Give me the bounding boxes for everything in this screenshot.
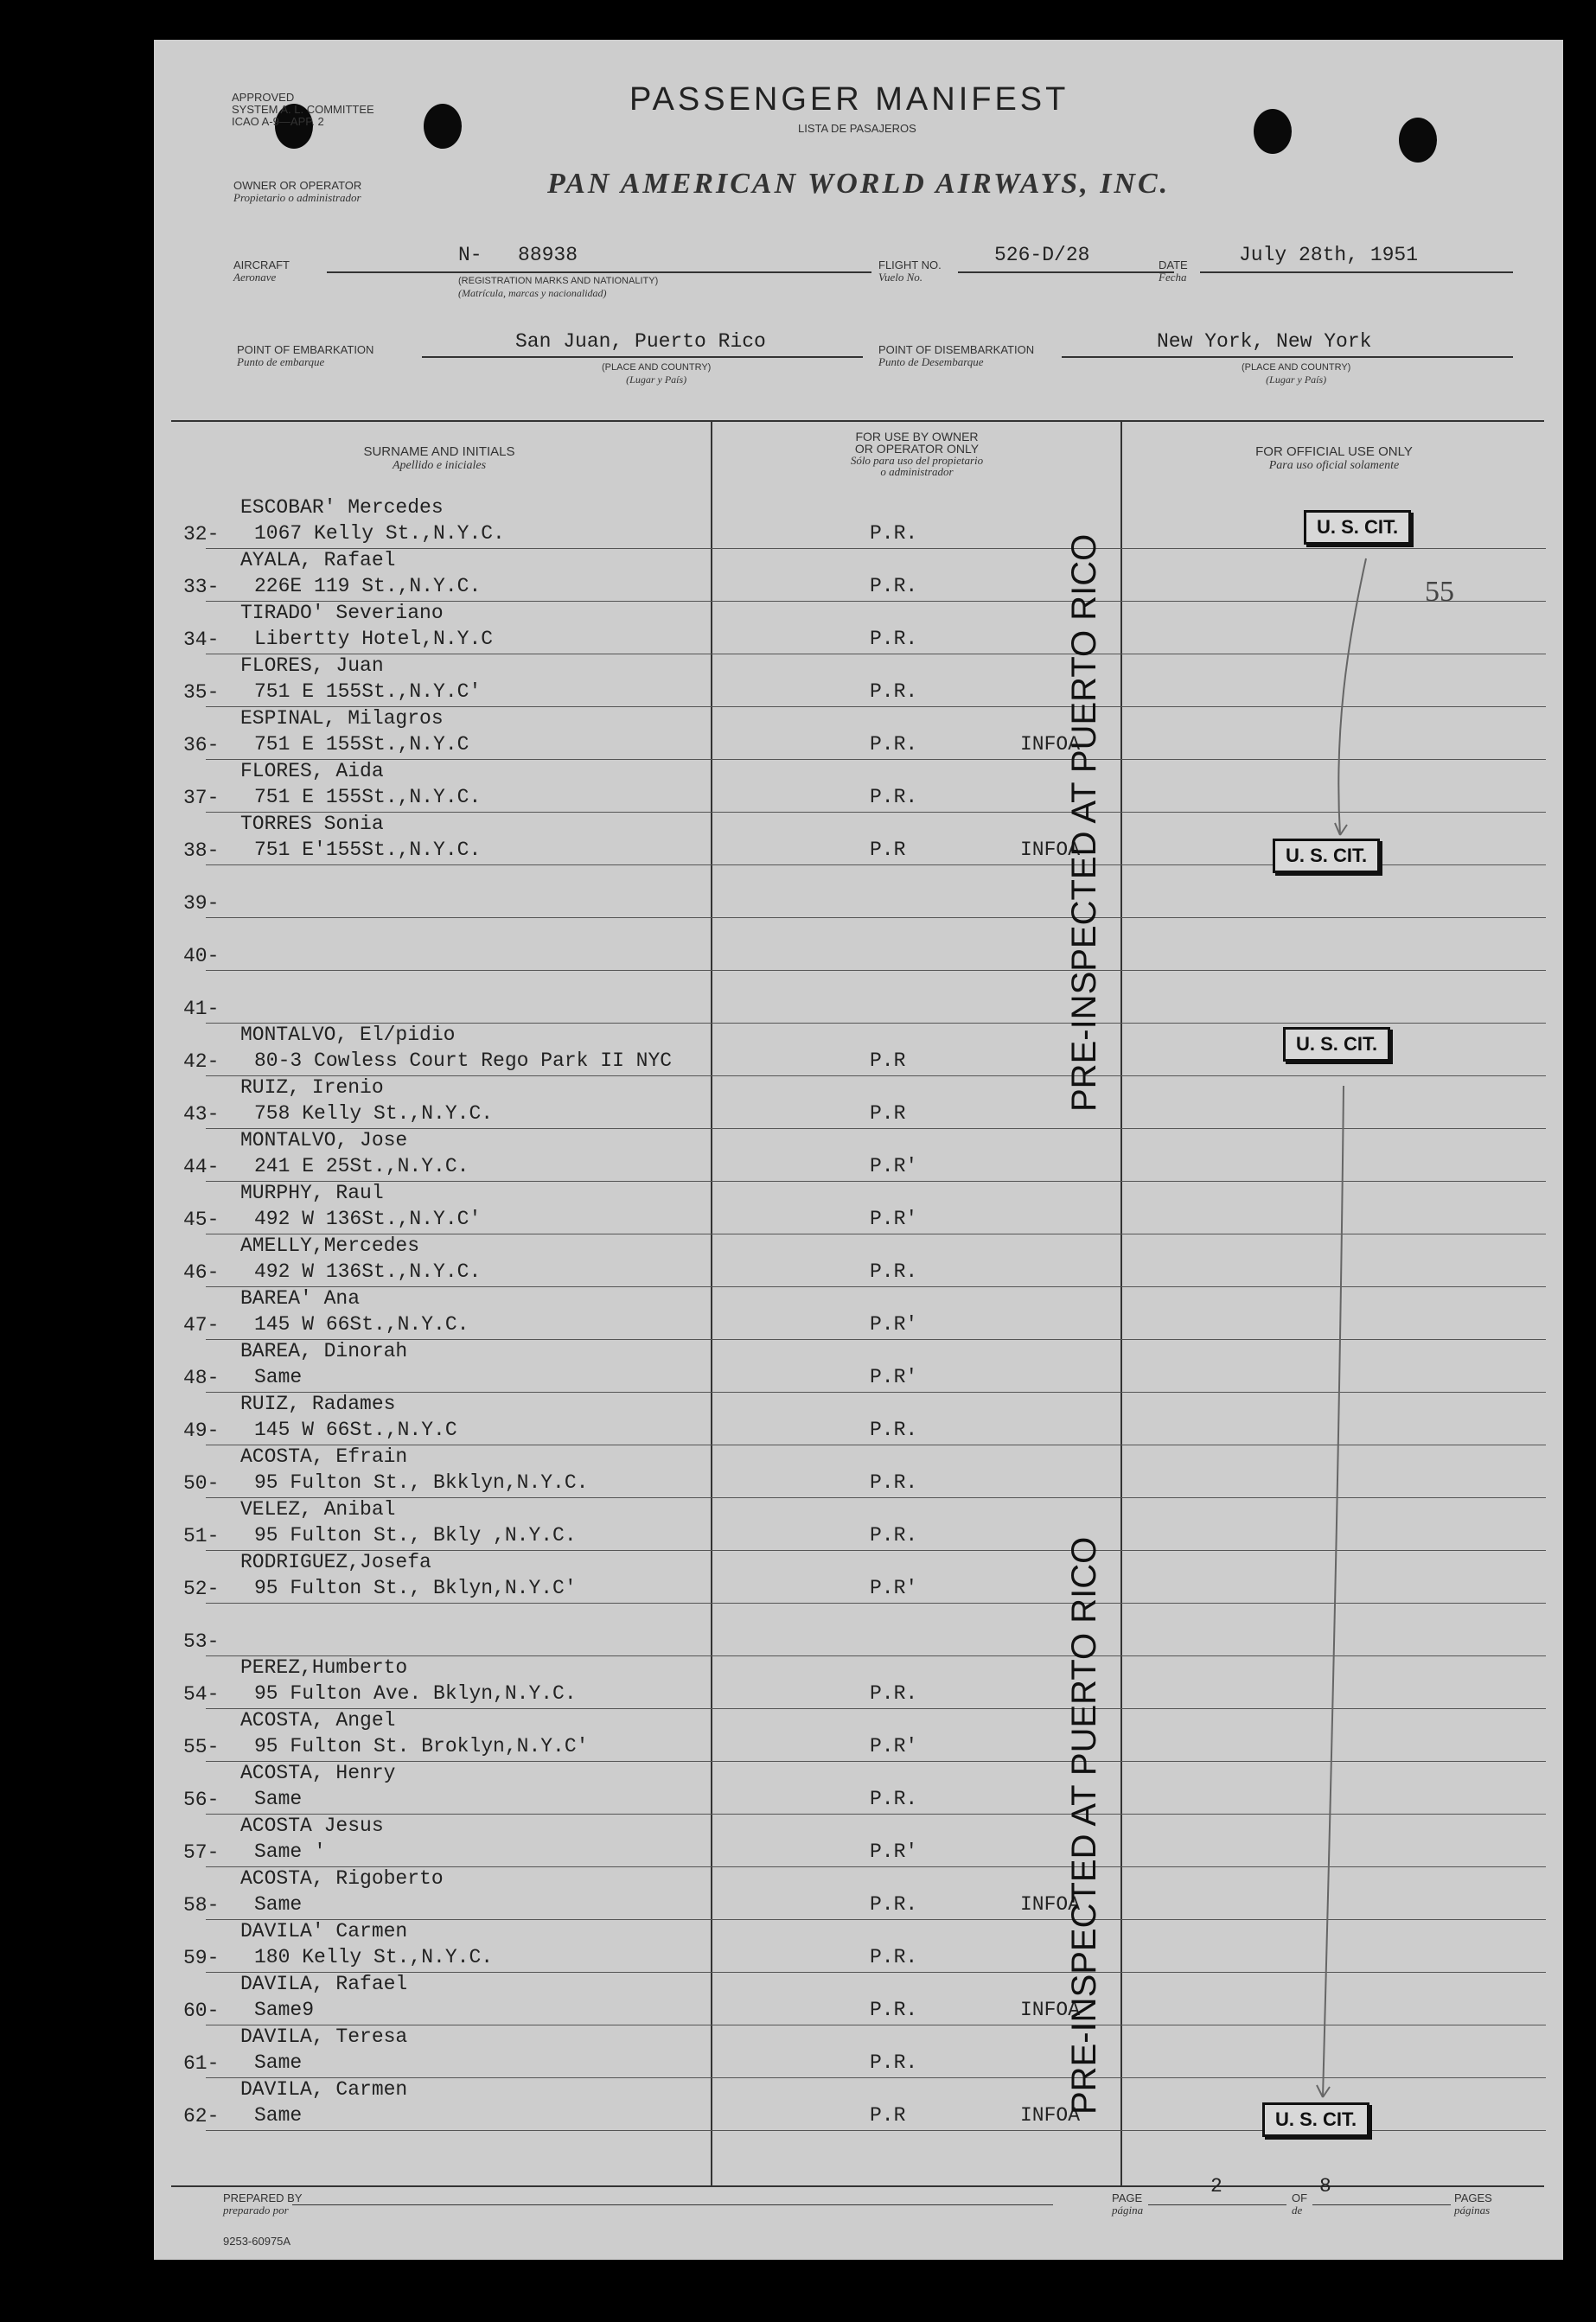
row-number: 44- [183, 1156, 220, 1178]
passenger-address: 751 E'155St.,N.Y.C. [254, 839, 482, 861]
passenger-name: TORRES Sonia [240, 813, 384, 835]
origin-code: P.R. [870, 1471, 918, 1494]
column-header-surname: SURNAME AND INITIALS Apellido e iniciales [363, 444, 515, 472]
page-value: 2 [1210, 2175, 1223, 2198]
passenger-name: FLORES, Aida [240, 760, 384, 782]
column-header-owner-use: FOR USE BY OWNER OR OPERATOR ONLY Sólo para uso del propietario o administrador [850, 430, 984, 478]
row-number: 34- [183, 628, 220, 651]
passenger-address: Same [254, 1788, 303, 1810]
origin-code: P.R. [870, 680, 918, 703]
origin-code: P.R. [870, 628, 918, 650]
row-number: 48- [183, 1367, 220, 1389]
pre-inspected-stamp: PRE-INSPECTED AT PUERTO RICO [1065, 533, 1103, 1112]
row-number: 40- [183, 945, 220, 967]
row-number: 51- [183, 1525, 220, 1547]
passenger-name: ACOSTA, Henry [240, 1762, 396, 1784]
date-value: July 28th, 1951 [1239, 244, 1419, 266]
flight-value: 526-D/28 [994, 244, 1090, 266]
row-number: 61- [183, 2052, 220, 2075]
passenger-address: Same ' [254, 1840, 326, 1863]
passenger-name: AMELLY,Mercedes [240, 1234, 420, 1257]
row-number: 56- [183, 1789, 220, 1811]
origin-code: P.R. [870, 1260, 918, 1283]
row-number: 43- [183, 1103, 220, 1126]
origin-code: P.R. [870, 2051, 918, 2074]
of-value: 8 [1319, 2175, 1331, 2198]
row-number: 33- [183, 576, 220, 598]
aircraft-label: AIRCRAFT Aeronave [233, 258, 290, 284]
prepared-label: PREPARED BY preparado por [223, 2191, 303, 2217]
origin-code: P.R. [870, 1682, 918, 1705]
disembark-place-note: (PLACE AND COUNTRY) (Lugar y País) [1242, 362, 1351, 386]
origin-code: P.R' [870, 1577, 918, 1599]
origin-code: P.R. [870, 522, 918, 545]
embark-place-note: (PLACE AND COUNTRY) (Lugar y País) [602, 362, 712, 386]
origin-code: P.R' [870, 1366, 918, 1388]
passenger-name: ACOSTA, Angel [240, 1709, 396, 1732]
icao-text: ICAO A-9—APP. 2 [232, 115, 324, 128]
passenger-name: MONTALVO, Jose [240, 1129, 408, 1151]
passenger-name: BAREA, Dinorah [240, 1340, 408, 1362]
info-code: INFOA [1020, 1893, 1081, 1916]
passenger-address: 95 Fulton St., Bkly ,N.Y.C. [254, 1524, 577, 1547]
row-number: 50- [183, 1472, 220, 1495]
passenger-name: ACOSTA Jesus [240, 1815, 384, 1837]
passenger-address: 95 Fulton St. Broklyn,N.Y.C' [254, 1735, 589, 1757]
row-number: 38- [183, 839, 220, 862]
passenger-name: MURPHY, Raul [240, 1182, 384, 1204]
passenger-name: DAVILA, Carmen [240, 2078, 408, 2101]
passenger-name: DAVILA, Teresa [240, 2025, 408, 2048]
info-code: INFOA [1020, 2104, 1081, 2127]
passenger-address: Same [254, 2051, 303, 2074]
pages-label: PAGES páginas [1454, 2191, 1492, 2217]
row-number: 55- [183, 1736, 220, 1758]
origin-code: P.R. [870, 1524, 918, 1547]
date-label: DATE Fecha [1159, 258, 1188, 284]
info-code: INFOA [1020, 733, 1081, 756]
passenger-name: AYALA, Rafael [240, 549, 396, 571]
origin-code: P.R. [870, 1999, 918, 2021]
pencil-marks [154, 40, 1563, 2260]
passenger-name: TIRADO' Severiano [240, 602, 444, 624]
passenger-address: 180 Kelly St.,N.Y.C. [254, 1946, 494, 1968]
row-number: 47- [183, 1314, 220, 1336]
passenger-address: 145 W 66St.,N.Y.C. [254, 1313, 469, 1336]
row-number: 57- [183, 1841, 220, 1864]
passenger-address: Same [254, 1893, 303, 1916]
passenger-name: RUIZ, Irenio [240, 1076, 384, 1099]
origin-code: P.R. [870, 1788, 918, 1810]
row-number: 32- [183, 523, 220, 545]
row-number: 35- [183, 681, 220, 704]
origin-code: P.R' [870, 1313, 918, 1336]
row-number: 45- [183, 1209, 220, 1231]
passenger-name: RUIZ, Radames [240, 1393, 396, 1415]
row-number: 52- [183, 1578, 220, 1600]
embark-value: San Juan, Puerto Rico [515, 330, 766, 353]
origin-code: P.R. [870, 1893, 918, 1916]
passenger-address: Same [254, 1366, 303, 1388]
row-number: 37- [183, 787, 220, 809]
us-cit-stamp: U. S. CIT. [1262, 2102, 1369, 2137]
passenger-address: Same [254, 2104, 303, 2127]
origin-code: P.R' [870, 1735, 918, 1757]
origin-code: P.R. [870, 786, 918, 808]
row-number: 62- [183, 2105, 220, 2127]
origin-code: P.R [870, 1102, 906, 1125]
page-title: PASSENGER MANIFEST [629, 81, 1069, 118]
of-label: OF de [1292, 2191, 1308, 2217]
passenger-name: DAVILA' Carmen [240, 1920, 408, 1942]
passenger-address: 751 E 155St.,N.Y.C [254, 733, 469, 756]
disembark-label: POINT OF DISEMBARKATION Punto de Desembarque [878, 343, 1035, 368]
row-number: 42- [183, 1050, 220, 1073]
passenger-address: 80-3 Cowless Court Rego Park II NYC [254, 1049, 673, 1072]
passenger-name: ESCOBAR' Mercedes [240, 496, 444, 519]
row-number: 46- [183, 1261, 220, 1284]
row-number: 60- [183, 2000, 220, 2022]
handwritten-number: 55 [1425, 576, 1454, 608]
origin-code: P.R. [870, 1419, 918, 1441]
origin-code: P.R' [870, 1155, 918, 1177]
row-number: 59- [183, 1947, 220, 1969]
row-number: 49- [183, 1419, 220, 1442]
passenger-name: BAREA' Ana [240, 1287, 361, 1310]
origin-code: P.R' [870, 1208, 918, 1230]
disembark-value: New York, New York [1157, 330, 1372, 353]
us-cit-stamp: U. S. CIT. [1304, 510, 1411, 545]
owner-value: PAN AMERICAN WORLD AIRWAYS, INC. [547, 168, 1171, 200]
passenger-name: PEREZ,Humberto [240, 1656, 408, 1679]
passenger-address: 145 W 66St.,N.Y.C [254, 1419, 457, 1441]
origin-code: P.R [870, 2104, 906, 2127]
passenger-address: 95 Fulton St., Bkklyn,N.Y.C. [254, 1471, 589, 1494]
origin-code: P.R [870, 839, 906, 861]
origin-code: P.R [870, 1049, 906, 1072]
passenger-address: Libertty Hotel,N.Y.C [254, 628, 494, 650]
info-code: INFOA [1020, 1999, 1081, 2021]
passenger-address: 751 E 155St.,N.Y.C' [254, 680, 482, 703]
aircraft-value: N- 88938 [458, 244, 578, 266]
passenger-name: RODRIGUEZ,Josefa [240, 1551, 431, 1573]
passenger-name: ACOSTA, Efrain [240, 1445, 408, 1468]
passenger-address: 1067 Kelly St.,N.Y.C. [254, 522, 505, 545]
page-subtitle: LISTA DE PASAJEROS [798, 122, 916, 135]
passenger-address: Same9 [254, 1999, 315, 2021]
passenger-address: 758 Kelly St.,N.Y.C. [254, 1102, 494, 1125]
approved-text: APPROVED [232, 91, 295, 104]
page-label: PAGE página [1112, 2191, 1144, 2217]
origin-code: P.R. [870, 733, 918, 756]
row-number: 53- [183, 1630, 220, 1653]
us-cit-stamp: U. S. CIT. [1273, 839, 1380, 873]
row-number: 41- [183, 998, 220, 1020]
column-header-official: FOR OFFICIAL USE ONLY Para uso oficial solamente [1255, 444, 1413, 472]
row-number: 54- [183, 1683, 220, 1706]
origin-code: P.R. [870, 575, 918, 597]
passenger-address: 241 E 25St.,N.Y.C. [254, 1155, 469, 1177]
origin-code: P.R. [870, 1946, 918, 1968]
embark-label: POINT OF EMBARKATION Punto de embarque [237, 343, 374, 368]
passenger-address: 751 E 155St.,N.Y.C. [254, 786, 482, 808]
system-text: SYSTEM A. L. COMMITTEE [232, 103, 374, 116]
owner-label: OWNER OR OPERATOR Propietario o administrador [233, 179, 362, 204]
passenger-address: 492 W 136St.,N.Y.C. [254, 1260, 482, 1283]
us-cit-stamp: U. S. CIT. [1283, 1027, 1390, 1062]
passenger-name: DAVILA, Rafael [240, 1973, 408, 1995]
manifest-sheet [154, 40, 1563, 2260]
registration-note: (REGISTRATION MARKS AND NATIONALITY) (Matrícula, marcas y nacionalidad) [458, 276, 659, 299]
passenger-address: 95 Fulton Ave. Bklyn,N.Y.C. [254, 1682, 577, 1705]
row-number: 36- [183, 734, 220, 756]
passenger-name: VELEZ, Anibal [240, 1498, 396, 1521]
origin-code: P.R' [870, 1840, 918, 1863]
pre-inspected-stamp: PRE-INSPECTED AT PUERTO RICO [1065, 1536, 1103, 2115]
passenger-name: FLORES, Juan [240, 654, 384, 677]
passenger-name: MONTALVO, El/pidio [240, 1024, 456, 1046]
passenger-name: ESPINAL, Milagros [240, 707, 444, 730]
info-code: INFOA [1020, 839, 1081, 861]
passenger-name: ACOSTA, Rigoberto [240, 1867, 444, 1890]
passenger-address: 492 W 136St.,N.Y.C' [254, 1208, 482, 1230]
flight-label: FLIGHT NO. Vuelo No. [878, 258, 942, 284]
form-code: 9253-60975A [223, 2235, 291, 2248]
passenger-address: 226E 119 St.,N.Y.C. [254, 575, 482, 597]
row-number: 39- [183, 892, 220, 915]
row-number: 58- [183, 1894, 220, 1917]
passenger-address: 95 Fulton St., Bklyn,N.Y.C' [254, 1577, 577, 1599]
